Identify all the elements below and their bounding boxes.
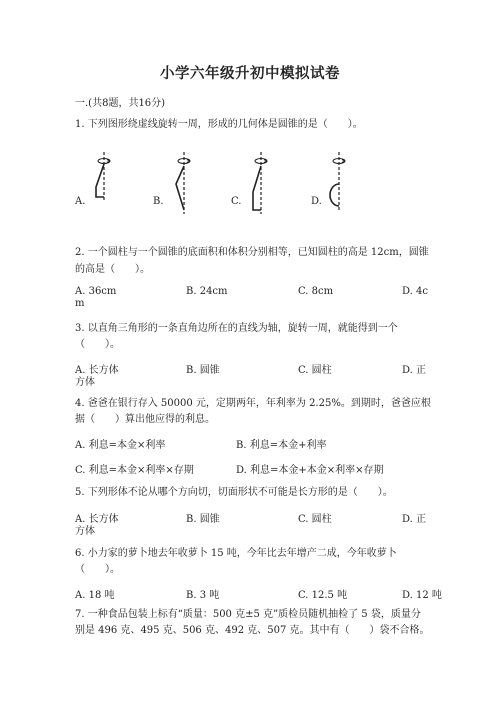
rotation-figure-c-icon	[245, 152, 315, 217]
q3-option-d: D. 正	[402, 365, 427, 376]
q6-option-b: B. 3 吨	[186, 590, 220, 601]
q5-option-c: C. 圆柱	[298, 514, 332, 525]
q3-option-a: A. 长方体	[75, 365, 119, 376]
figure-c	[245, 152, 315, 217]
question-4-stem-line1: 4. 爸爸在银行存入 50000 元，定期两年，年利率为 2.25%。到期时，爸爸应根	[75, 398, 431, 409]
rotation-figure-b-icon	[168, 152, 238, 217]
q4-option-d: D. 利息=本金+本金×利率×存期	[236, 465, 384, 476]
q2-option-b: B. 24cm	[186, 286, 228, 297]
question-6-stem-line1: 6. 小力家的萝卜地去年收萝卜 15 吨，今年比去年增产二成，今年收萝卜	[75, 548, 397, 559]
question-2-stem-line1: 2. 一个圆柱与一个圆锥的底面积和体积分别相等，已知圆柱的高是 12cm，圆锥	[75, 247, 429, 258]
question-5-stem: 5. 下列形体不论从哪个方向切，切面形状不可能是长方形的是（ ）。	[75, 487, 393, 498]
section-heading: 一.(共8题，共16分)	[75, 98, 166, 109]
page-title: 小学六年级升初中模拟试卷	[160, 65, 340, 82]
q2-option-a: A. 36cm	[75, 286, 117, 297]
q6-option-a: A. 18 吨	[75, 590, 115, 601]
question-1-stem: 1. 下列图形绕虚线旋转一周，形成的几何体是圆锥的是（ ）。	[75, 119, 363, 130]
q2-option-wrap: m	[75, 298, 85, 309]
q5-option-d: D. 正	[402, 514, 427, 525]
question-3-stem-line2: （ ）。	[75, 339, 120, 350]
figure-b	[168, 152, 238, 217]
question-3-stem-line1: 3. 以直角三角形的一条直角边所在的直线为轴，旋转一周，就能得到一个	[75, 323, 398, 334]
rotation-figure-d-icon	[323, 152, 393, 217]
q3-option-c: C. 圆柱	[298, 365, 332, 376]
q3-option-wrap: 方体	[75, 377, 95, 388]
q2-option-c: C. 8cm	[298, 286, 334, 297]
question-2-stem-line2: 的高是（ ）。	[75, 264, 150, 275]
question-7-stem-line1: 7. 一种食品包装上标有“质量：500 克±5 克”质检员随机抽检了 5 袋，质量分	[75, 609, 421, 620]
question-4-stem-line2: 据（ ）算出他应得的利息。	[75, 414, 215, 425]
q5-option-a: A. 长方体	[75, 514, 119, 525]
q1-option-c: C.	[231, 196, 242, 207]
q1-option-a: A.	[75, 196, 86, 207]
question-6-stem-line2: （ ）。	[75, 564, 120, 575]
q1-option-d: D.	[311, 196, 322, 207]
q4-option-a: A. 利息=本金×利率	[75, 440, 166, 451]
figure-d	[323, 152, 393, 217]
q1-option-b: B.	[153, 196, 164, 207]
q3-option-b: B. 圆锥	[186, 365, 220, 376]
q6-option-d: D. 12 吨	[402, 590, 442, 601]
figure-a	[88, 152, 158, 217]
q2-option-d: D. 4c	[402, 286, 428, 297]
rotation-figure-a-icon	[88, 152, 158, 217]
question-7-stem-line2: 别是 496 克、495 克、506 克、492 克、507 克。其中有（ ）袋不合格。	[75, 625, 430, 636]
q4-option-c: C. 利息=本金×利率×存期	[75, 465, 194, 476]
q5-option-b: B. 圆锥	[186, 514, 220, 525]
q4-option-b: B. 利息=本金+利率	[236, 440, 327, 451]
q5-option-wrap: 方体	[75, 526, 95, 537]
q6-option-c: C. 12.5 吨	[298, 590, 348, 601]
